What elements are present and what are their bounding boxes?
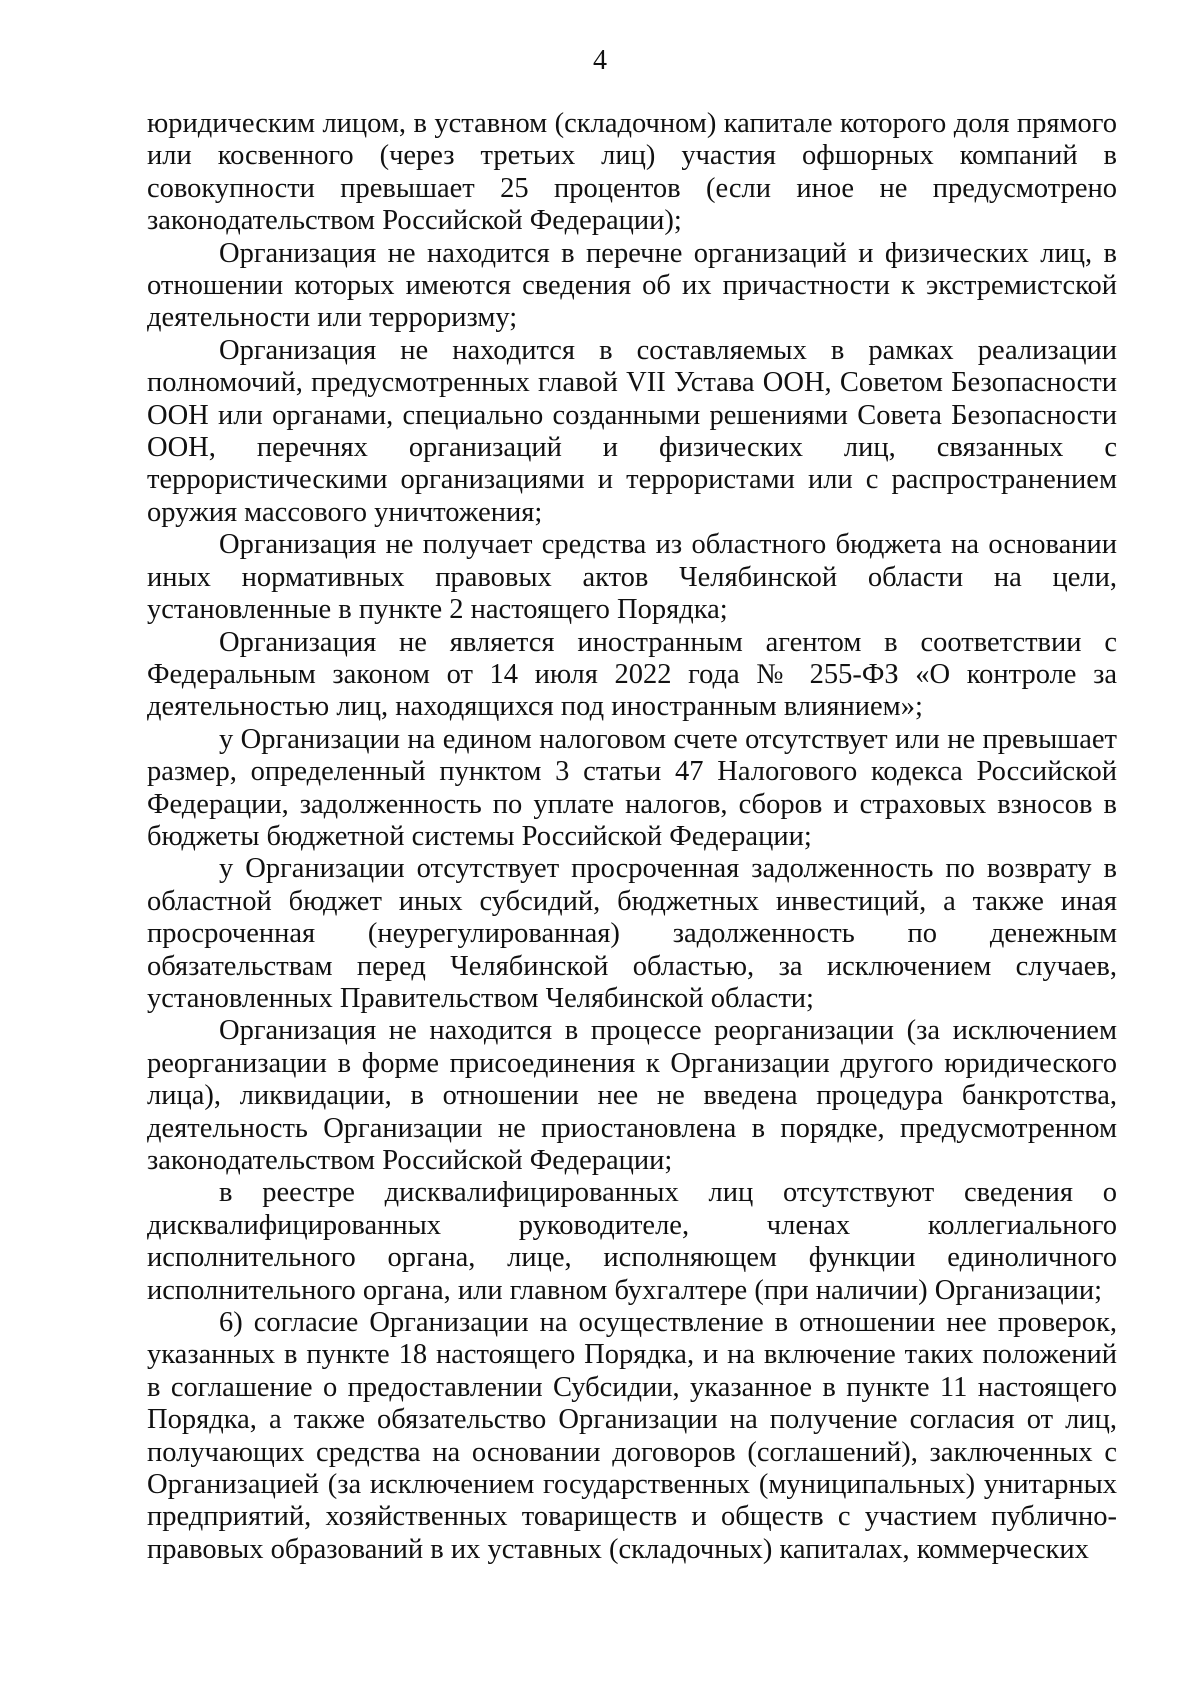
paragraph-reorganization: Организация не находится в процессе реорганизации (за исключением реорганизации в форме присоединения к Организации другого юридического лица), ликвидации, в отношении нее не введена процедура банкротства, деятельность Организации не приостановлена в порядке, предусмотренном законодательством Российской Федерации; — [147, 1015, 1117, 1176]
paragraph-extremism-list: Организация не находится в перечне организаций и физических лиц, в отношении которых имеются сведения об их причастности к экстремистской деятельности или терроризму; — [147, 237, 1117, 334]
paragraph-un-security-council-lists: Организация не находится в составляемых в рамках реализации полномочий, предусмотренных главой VII Устава ООН, Советом Безопасности ООН или органами, специально созданными решениями Совета Безопасности ООН, перечнях организаций и физических лиц, связанных с террористическими организациями и террористами или с распространением оружия массового уничтожения; — [147, 334, 1117, 528]
paragraph-tax-debt: у Организации на едином налоговом счете отсутствует или не превышает размер, определенный пунктом 3 статьи 47 Налогового кодекса Российской Федерации, задолженность по уплате налогов, сборов и страховых взносов в бюджеты бюджетной системы Российской Федерации; — [147, 723, 1117, 852]
page-number: 4 — [593, 45, 607, 76]
paragraph-overdue-debt: у Организации отсутствует просроченная задолженность по возврату в областной бюджет иных субсидий, бюджетных инвестиций, а также иная просроченная (неурегулированная) задолженность по денежным обязательствам перед Челябинской областью, за исключением случаев, установленных Правительством Челябинской области; — [147, 853, 1117, 1014]
paragraph-consent-to-inspections: 6) согласие Организации на осуществление в отношении нее проверок, указанных в пункте 18 настоящего Порядка, и на включение таких положений в соглашение о предоставлении Субсидии, указанное в пункте 11 настоящего Порядка, а также обязательство Организации на получение согласия от лиц, получающих средства на основании договоров (соглашений), заключенных с Организацией (за исключением государственных (муниципальных) унитарных предприятий, хозяйственных товариществ и обществ с участием публично-правовых образований в их уставных (складочных) капиталах, коммерческих — [147, 1307, 1117, 1565]
document-body — [147, 108, 1117, 1566]
paragraph-foreign-agent: Организация не является иностранным агентом в соответствии с Федеральным законом от 14 июля 2022 года № 255-ФЗ «О контроле за деятельностью лиц, находящихся под иностранным влиянием»; — [147, 626, 1117, 723]
paragraph-offshore-share: юридическим лицом, в уставном (складочном) капитале которого доля прямого или косвенного (через третьих лиц) участия офшорных компаний в совокупности превышает 25 процентов (если иное не предусмотрено законодательством Российской Федерации); — [147, 108, 1117, 237]
paragraph-disqualified-persons: в реестре дисквалифицированных лиц отсутствуют сведения о дисквалифицированных руководителе, членах коллегиального исполнительного органа, лице, исполняющем функции единоличного исполнительного органа, или главном бухгалтере (при наличии) Организации; — [147, 1177, 1117, 1306]
paragraph-regional-budget-funds: Организация не получает средства из областного бюджета на основании иных нормативных правовых актов Челябинской области на цели, установленные в пункте 2 настоящего Порядка; — [147, 529, 1117, 626]
